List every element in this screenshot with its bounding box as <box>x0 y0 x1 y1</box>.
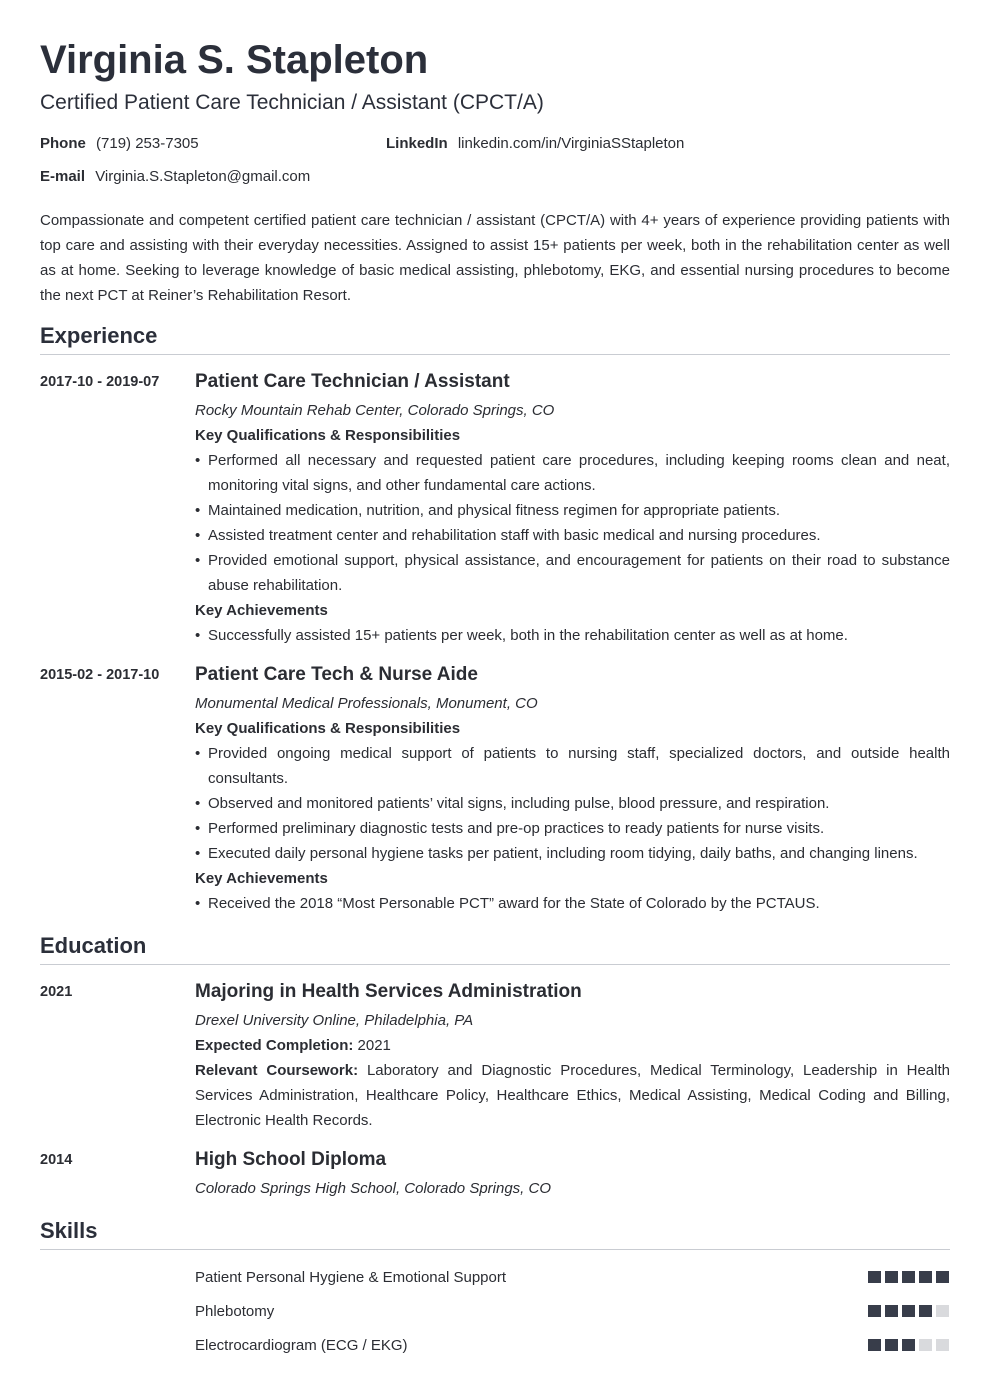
list-item: • Performed all necessary and requested patient care procedures, including keeping rooms clean and neat, monitoring vital signs, and other fundamental care actions. <box>195 448 950 498</box>
experience-entry <box>40 369 950 648</box>
candidate-name: Virginia S. Stapleton <box>40 38 429 82</box>
skill-name: Phlebotomy <box>195 1302 275 1320</box>
job-title: Patient Care Technician / Assistant <box>195 371 510 392</box>
achievements-list <box>195 891 950 916</box>
experience-entry <box>40 662 950 916</box>
education-year: 2021 <box>40 984 73 1000</box>
rating-square-filled <box>868 1339 881 1351</box>
skills-list <box>40 1260 950 1362</box>
coursework-value: Laboratory and Diagnostic Procedures, Medical Terminology, Leadership in Health Services Administration, Healthcare Policy, Healthcare Ethics, Medical Assisting, Medical Coding and Billing, Electronic Health Records. <box>195 1062 950 1129</box>
list-item: • Assisted treatment center and rehabilitation staff with basic medical and nursing procedures. <box>195 523 950 548</box>
list-item: • Provided ongoing medical support of patients to nursing staff, specialized doctors, and outside health consultants. <box>195 741 950 791</box>
school-name: Drexel University Online, Philadelphia, PA <box>195 1012 474 1029</box>
job-dates: 2017-10 - 2019-07 <box>40 374 160 390</box>
email-item <box>40 167 310 187</box>
skill-name: Electrocardiogram (ECG / EKG) <box>195 1336 408 1354</box>
rating-square-filled <box>885 1339 898 1351</box>
education-heading: Education <box>40 932 950 965</box>
resume-page <box>40 0 950 1362</box>
coursework-label: Relevant Coursework: <box>195 1062 359 1079</box>
contact-row <box>40 167 950 200</box>
rating-square-filled <box>868 1305 881 1317</box>
degree-title: High School Diploma <box>195 1149 387 1170</box>
achievements-label: Key Achievements <box>195 602 328 619</box>
skill-row <box>40 1294 950 1328</box>
summary-paragraph: Compassionate and competent certified patient care technician / assistant (CPCT/A) with 4+ years of experience providing patients with top care and assisting with their everyday necessities. Assigned to assist 15+ patients per week, both in the rehabilitation center as well as at home. Seeking to leverage knowledge of basic medical assisting, phlebotomy, EKG, and essential nursing procedures to become the next PCT at Reiner’s Rehabilitation Resort. <box>40 212 950 304</box>
skills-heading: Skills <box>40 1217 950 1250</box>
skill-rating <box>868 1305 949 1317</box>
responsibilities-list <box>195 448 950 598</box>
education-year: 2014 <box>40 1152 73 1168</box>
phone-value[interactable]: (719) 253-7305 <box>96 135 199 152</box>
contact-block <box>40 134 950 200</box>
rating-square-filled <box>919 1305 932 1317</box>
linkedin-label: LinkedIn <box>386 135 448 152</box>
education-details <box>195 1147 950 1201</box>
rating-square-filled <box>919 1271 932 1283</box>
responsibilities-label: Key Qualifications & Responsibilities <box>195 427 461 444</box>
list-item: • Received the 2018 “Most Personable PCT” award for the State of Colorado by the PCTAUS. <box>195 891 950 916</box>
education-entry <box>40 1147 950 1201</box>
rating-square-empty <box>936 1339 949 1351</box>
rating-square-empty <box>919 1339 932 1351</box>
skill-rating <box>868 1339 949 1351</box>
linkedin-item <box>386 134 684 154</box>
skill-name: Patient Personal Hygiene & Emotional Support <box>195 1268 507 1286</box>
rating-square-empty <box>936 1305 949 1317</box>
phone-label: Phone <box>40 135 86 152</box>
education-entry <box>40 979 950 1133</box>
completion-value: 2021 <box>357 1037 391 1054</box>
completion-label: Expected Completion: <box>195 1037 354 1054</box>
rating-square-filled <box>902 1305 915 1317</box>
job-details <box>195 662 950 916</box>
relevant-coursework <box>195 1058 950 1133</box>
list-item: • Executed daily personal hygiene tasks per patient, including room tidying, daily baths, and changing linens. <box>195 841 950 866</box>
phone-item <box>40 134 199 154</box>
rating-square-filled <box>885 1271 898 1283</box>
contact-row <box>40 134 950 167</box>
rating-square-filled <box>936 1271 949 1283</box>
list-item: • Successfully assisted 15+ patients per week, both in the rehabilitation center as well as at home. <box>195 623 950 648</box>
achievements-label: Key Achievements <box>195 870 328 887</box>
candidate-title: Certified Patient Care Technician / Assistant (CPCT/A) <box>40 91 544 114</box>
job-dates: 2015-02 - 2017-10 <box>40 667 160 683</box>
expected-completion <box>195 1033 950 1058</box>
rating-square-filled <box>902 1271 915 1283</box>
job-company: Rocky Mountain Rehab Center, Colorado Springs, CO <box>195 402 555 419</box>
list-item: • Performed preliminary diagnostic tests and pre-op practices to ready patients for nurse visits. <box>195 816 950 841</box>
job-title: Patient Care Tech & Nurse Aide <box>195 664 478 685</box>
rating-square-filled <box>885 1305 898 1317</box>
email-link[interactable]: Virginia.S.Stapleton@gmail.com <box>95 168 311 185</box>
list-item: • Observed and monitored patients’ vital signs, including pulse, blood pressure, and respiration. <box>195 791 950 816</box>
list-item: • Provided emotional support, physical assistance, and encouragement for patients on their road to substance abuse rehabilitation. <box>195 548 950 598</box>
job-company: Monumental Medical Professionals, Monument, CO <box>195 695 538 712</box>
education-details <box>195 979 950 1133</box>
responsibilities-list <box>195 741 950 866</box>
school-name: Colorado Springs High School, Colorado Springs, CO <box>195 1180 552 1197</box>
responsibilities-label: Key Qualifications & Responsibilities <box>195 720 461 737</box>
degree-title: Majoring in Health Services Administration <box>195 981 582 1002</box>
experience-heading: Experience <box>40 322 950 355</box>
linkedin-link[interactable]: linkedin.com/in/VirginiaSStapleton <box>457 135 685 152</box>
rating-square-filled <box>902 1339 915 1351</box>
rating-square-filled <box>868 1271 881 1283</box>
achievements-list <box>195 623 950 648</box>
skill-row <box>40 1260 950 1294</box>
email-label: E-mail <box>40 168 86 185</box>
skill-row <box>40 1328 950 1362</box>
skill-rating <box>868 1271 949 1283</box>
job-details <box>195 369 950 648</box>
list-item: • Maintained medication, nutrition, and physical fitness regimen for appropriate patients. <box>195 498 950 523</box>
